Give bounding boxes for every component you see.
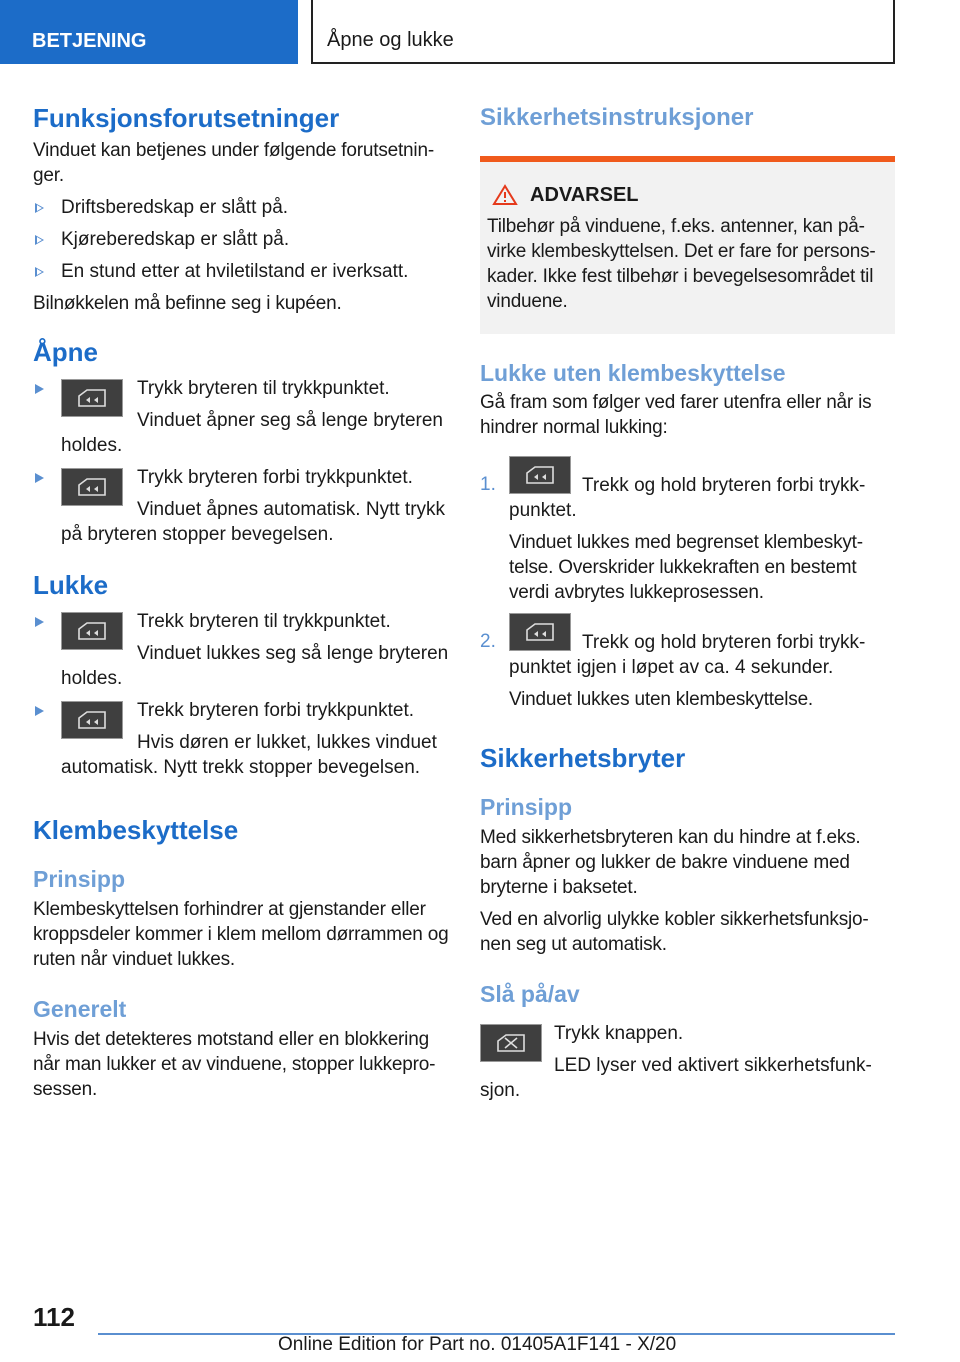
principle-text-2: Ved en alvorlig ulykke kobler sikkerhetsfunksjo-nen seg ut automatisk.	[480, 909, 869, 955]
subheading-on-off: Slå på/av	[480, 981, 580, 1007]
prereq-note: Bilnøkkelen må befinne seg i kupéen.	[33, 293, 342, 314]
footer-edition: Online Edition for Part no. 01405A1F141 - X/20	[278, 1334, 677, 1355]
window-switch-icon	[61, 468, 123, 506]
header-section-tab: BETJENING	[0, 0, 298, 64]
triangle-bullet-icon	[35, 384, 44, 394]
close-intro: Gå fram som følger ved farer utenfra eller når is hindrer normal lukking:	[480, 392, 872, 438]
triangle-bullet-icon	[35, 203, 44, 213]
list-item: 1. Trekk og hold bryteren forbi trykk- punktet. Vinduet lukkes med begrenset klembeskyt-telse. Overskrider lukkekraften en bestemt verdi avbrytes lukkeprosessen.	[480, 456, 895, 605]
heading-safety-switch: Sikkerhetsbryter	[480, 743, 686, 773]
heading-close-no-pinch: Lukke uten klembeskyttelse	[480, 360, 786, 386]
left-column	[33, 100, 451, 1102]
triangle-bullet-icon	[35, 617, 44, 627]
warning-box	[480, 156, 895, 334]
warning-title: ADVARSEL	[487, 180, 887, 210]
header-title: Åpne og lukke	[311, 0, 895, 64]
list-item: En stund etter at hviletilstand er iverksatt.	[33, 259, 451, 284]
triangle-bullet-icon	[35, 267, 44, 277]
list-item: Trekk bryteren forbi trykkpunktet. Hvis døren er lukket, lukkes vinduet automatisk. Nytt trekk stopper bevegelsen.	[33, 698, 451, 780]
list-item: 2. Trekk og hold bryteren forbi trykk- punktet igjen i løpet av ca. 4 sekunder. Vinduet lukkes uten klembeskyttelse.	[480, 613, 895, 712]
window-switch-icon	[509, 613, 571, 651]
principle-text-1: Med sikkerhetsbryteren kan du hindre at f.eks. barn åpner og lukker de bakre vinduene med bryterne i baksetet.	[480, 827, 861, 898]
window-switch-icon	[61, 701, 123, 739]
principle-text: Klembeskyttelsen forhindrer at gjenstander eller kroppsdeler kommer i klem mellom dørrammen og ruten når vinduet lukkes.	[33, 899, 449, 970]
triangle-bullet-icon	[35, 473, 44, 483]
list-item: Kjøreberedskap er slått på.	[33, 227, 451, 252]
prereq-intro: Vinduet kan betjenes under følgende forutsetnin-ger.	[33, 140, 434, 186]
window-switch-icon	[509, 456, 571, 494]
right-column	[480, 100, 895, 1103]
heading-close: Lukke	[33, 570, 109, 600]
list-item: Trekk bryteren til trykkpunktet. Vinduet lukkes seg så lenge bryteren holdes.	[33, 609, 451, 691]
warning-text: Tilbehør på vinduene, f.eks. antenner, kan på-virke klembeskyttelsen. Det er fare for persons-kader. Ikke fest tilbehør i bevegelsesområdet til vinduene.	[487, 216, 876, 312]
heading-pinch-protection: Klembeskyttelse	[33, 815, 239, 845]
warning-triangle-icon	[492, 184, 518, 206]
heading-prerequisites: Funksjonsforutsetninger	[33, 103, 340, 133]
on-off-block: Trykk knappen. LED lyser ved aktivert sikkerhetsfunk- sjon.	[480, 1023, 872, 1101]
triangle-bullet-icon	[35, 706, 44, 716]
safety-switch-icon	[480, 1024, 542, 1062]
subheading-principle: Prinsipp	[480, 794, 573, 820]
heading-open: Åpne	[33, 337, 98, 367]
list-item: Trykk bryteren til trykkpunktet. Vinduet åpner seg så lenge bryteren holdes.	[33, 376, 451, 458]
subheading-general: Generelt	[33, 996, 127, 1022]
list-item: Trykk bryteren forbi trykkpunktet. Vinduet åpnes automatisk. Nytt trykk på bryteren stopper bevegelsen.	[33, 465, 451, 547]
page-number: 112	[33, 1302, 75, 1332]
window-switch-icon	[61, 612, 123, 650]
triangle-bullet-icon	[35, 235, 44, 245]
window-switch-icon	[61, 379, 123, 417]
heading-safety-instructions: Sikkerhetsinstruksjoner	[480, 104, 754, 131]
subheading-principle: Prinsipp	[33, 866, 126, 892]
list-item: Driftsberedskap er slått på.	[33, 195, 451, 220]
general-text: Hvis det detekteres motstand eller en blokkering når man lukker et av vinduene, stopper lukkepro-sessen.	[33, 1029, 436, 1100]
